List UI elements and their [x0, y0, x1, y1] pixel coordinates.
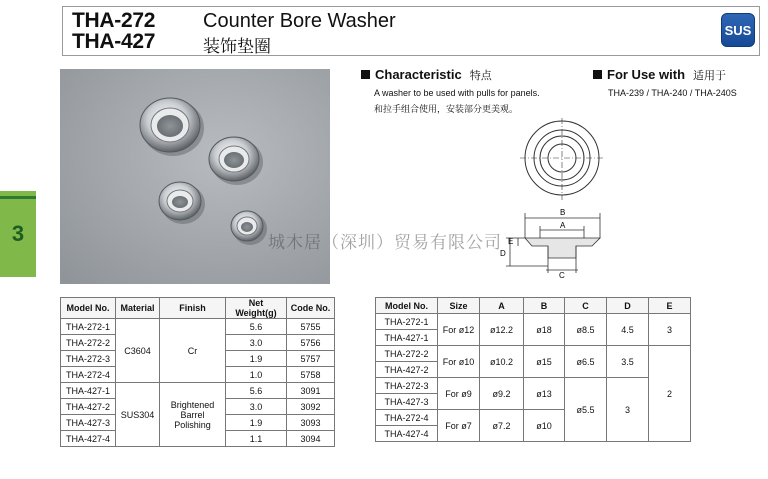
spec-table-dimensions — [375, 297, 691, 442]
cell-model: THA-427-2 — [61, 399, 116, 415]
col-material: Material — [116, 298, 160, 319]
table-row — [376, 346, 691, 362]
model-number-primary: THA-272 — [72, 9, 156, 32]
cell-size: For ø12 — [438, 314, 480, 346]
cell-finish — [160, 383, 226, 447]
cell-b: ø10 — [524, 410, 565, 442]
cell-code: 3091 — [287, 383, 335, 399]
col-d: D — [607, 298, 649, 314]
header-box — [62, 6, 760, 56]
cell-model: THA-272-2 — [376, 346, 438, 362]
washer-smallest — [231, 211, 267, 245]
cell-material: SUS304 — [116, 383, 160, 447]
cell-weight: 1.9 — [226, 415, 287, 431]
table-header-row — [61, 298, 335, 319]
cell-weight: 1.9 — [226, 351, 287, 367]
top-view — [520, 118, 604, 200]
washer-medium — [209, 137, 263, 185]
dim-label-a: A — [560, 221, 566, 230]
finish-line-1: Brightened — [170, 399, 215, 410]
cell-weight: 5.6 — [226, 319, 287, 335]
dim-label-d: D — [500, 249, 506, 258]
cell-a: ø10.2 — [480, 346, 524, 378]
spec-table-weight — [60, 297, 335, 447]
cell-e: 3 — [649, 314, 691, 346]
cell-model: THA-272-4 — [61, 367, 116, 383]
cell-code: 3093 — [287, 415, 335, 431]
finish-line-2: Barrel Polishing — [174, 409, 211, 430]
cell-finish: Cr — [160, 319, 226, 383]
product-title-cn: 装饰垫圈 — [203, 37, 271, 57]
col-a: A — [480, 298, 524, 314]
col-net-weight: Net Weight(g) — [226, 298, 287, 319]
cell-weight: 1.0 — [226, 367, 287, 383]
cell-b: ø18 — [524, 314, 565, 346]
cell-code: 5758 — [287, 367, 335, 383]
cell-code: 3092 — [287, 399, 335, 415]
dim-label-c: C — [559, 271, 565, 278]
cell-model: THA-427-3 — [61, 415, 116, 431]
cell-c: ø6.5 — [565, 346, 607, 378]
cell-size: For ø9 — [438, 378, 480, 410]
chapter-tab-divider — [0, 196, 36, 199]
cell-weight: 5.6 — [226, 383, 287, 399]
cell-model: THA-427-1 — [61, 383, 116, 399]
cell-a: ø12.2 — [480, 314, 524, 346]
characteristic-text-en: A washer to be used with pulls for panels. — [374, 88, 540, 98]
cell-model: THA-272-2 — [61, 335, 116, 351]
cell-size: For ø10 — [438, 346, 480, 378]
dim-label-e: E — [508, 237, 514, 246]
sus-badge: SUS — [721, 13, 755, 47]
cell-d: 4.5 — [607, 314, 649, 346]
dim-label-b: B — [560, 208, 566, 217]
cell-model: THA-427-2 — [376, 362, 438, 378]
for-use-heading — [593, 67, 726, 83]
cell-d: 3 — [607, 378, 649, 442]
cell-b: ø13 — [524, 378, 565, 410]
for-use-heading-cn: 适用于 — [693, 69, 727, 82]
col-finish: Finish — [160, 298, 226, 319]
col-size: Size — [438, 298, 480, 314]
cell-code: 5757 — [287, 351, 335, 367]
cell-code: 3094 — [287, 431, 335, 447]
model-number-secondary: THA-427 — [72, 30, 156, 53]
washer-small — [159, 182, 205, 224]
cell-weight: 3.0 — [226, 399, 287, 415]
section-view — [506, 213, 600, 273]
cell-model: THA-427-3 — [376, 394, 438, 410]
cell-c: ø5.5 — [565, 378, 607, 442]
product-title-en: Counter Bore Washer — [203, 10, 396, 32]
col-code-no: Code No. — [287, 298, 335, 319]
characteristic-text-cn: 和拉手组合使用，安装部分更美观。 — [374, 105, 519, 115]
characteristic-heading-cn: 特点 — [469, 69, 492, 82]
for-use-models: THA-239 / THA-240 / THA-240S — [608, 88, 737, 98]
cell-code: 5756 — [287, 335, 335, 351]
col-e: E — [649, 298, 691, 314]
cell-model: THA-427-1 — [376, 330, 438, 346]
cell-c: ø8.5 — [565, 314, 607, 346]
cell-b: ø15 — [524, 346, 565, 378]
square-bullet-icon — [593, 70, 602, 79]
technical-drawing — [480, 118, 630, 278]
cell-size: For ø7 — [438, 410, 480, 442]
square-bullet-icon — [361, 70, 370, 79]
col-c: C — [565, 298, 607, 314]
cell-d: 3.5 — [607, 346, 649, 378]
cell-model: THA-272-3 — [376, 378, 438, 394]
cell-weight: 3.0 — [226, 335, 287, 351]
cell-model: THA-272-1 — [376, 314, 438, 330]
cell-model: THA-272-3 — [61, 351, 116, 367]
watermark: 城木居（深圳）贸易有限公司 — [268, 233, 502, 253]
washer-large — [140, 98, 204, 156]
cell-model: THA-272-4 — [376, 410, 438, 426]
for-use-heading-en: For Use with — [607, 67, 686, 82]
table-row — [61, 319, 335, 335]
table-row — [376, 378, 691, 394]
cell-model: THA-272-1 — [61, 319, 116, 335]
col-model-no: Model No. — [61, 298, 116, 319]
cell-model: THA-427-4 — [61, 431, 116, 447]
chapter-number: 3 — [11, 221, 25, 246]
characteristic-heading — [361, 67, 492, 83]
cell-material: C3604 — [116, 319, 160, 383]
cell-weight: 1.1 — [226, 431, 287, 447]
cell-a: ø9.2 — [480, 378, 524, 410]
table-row — [376, 314, 691, 330]
cell-code: 5755 — [287, 319, 335, 335]
cell-e: 2 — [649, 346, 691, 442]
table-row — [61, 383, 335, 399]
cell-model: THA-427-4 — [376, 426, 438, 442]
col-b: B — [524, 298, 565, 314]
characteristic-heading-en: Characteristic — [375, 67, 462, 82]
table-header-row — [376, 298, 691, 314]
cell-a: ø7.2 — [480, 410, 524, 442]
col-model-no: Model No. — [376, 298, 438, 314]
